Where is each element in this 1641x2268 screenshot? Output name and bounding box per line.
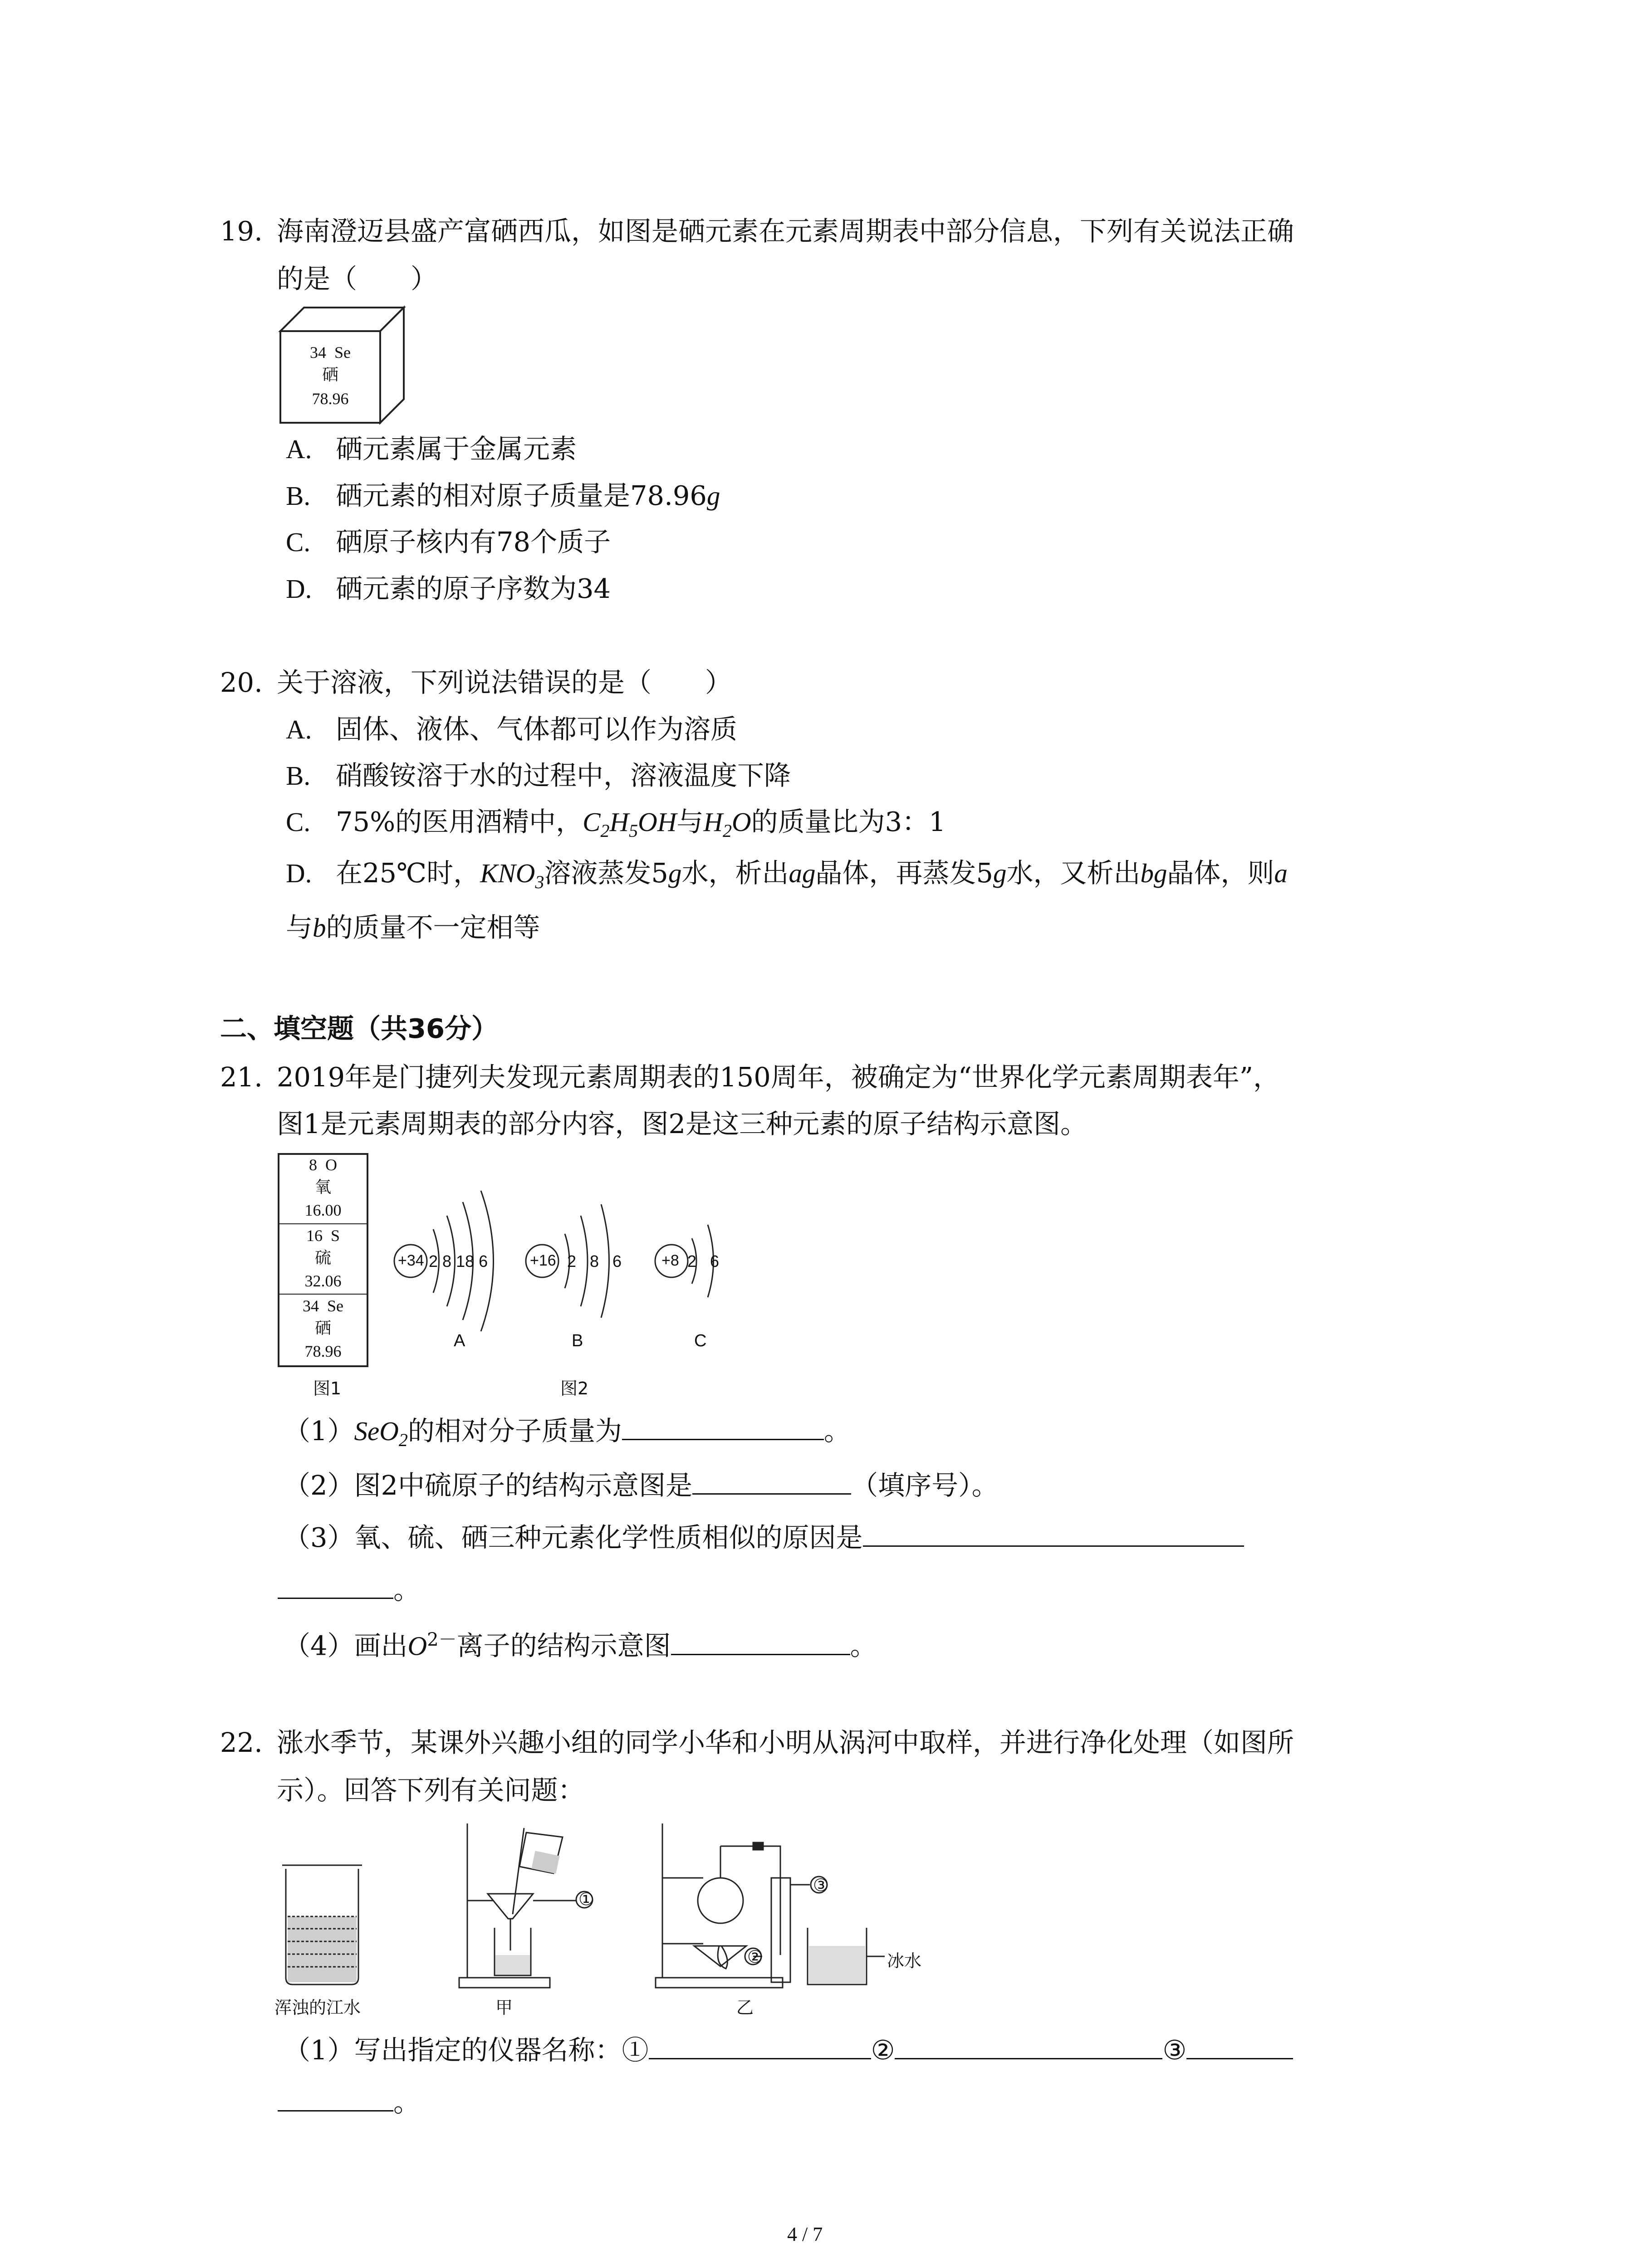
jia-caption: 甲 (495, 1998, 513, 2018)
q22-number: 22. (220, 1727, 263, 1758)
sulfur-cell-mass: 32.06 (304, 1272, 342, 1290)
q22-sub1-line2 (278, 2082, 420, 2121)
q20-option-a (286, 711, 737, 748)
oxygen-cell-top: 8 O (309, 1156, 337, 1174)
atom-b-nucleus: +16 (530, 1252, 556, 1269)
end: 。 (393, 2087, 421, 2118)
var-a: a (1274, 858, 1288, 888)
cell-divider (278, 1294, 368, 1295)
formula-h: H (609, 807, 629, 837)
var-bg: bg (1140, 858, 1167, 888)
text: 水，又析出 (1006, 857, 1141, 889)
option-label: D. (286, 574, 312, 604)
fig1-caption: 图1 (313, 1378, 342, 1398)
q21-sub2 (284, 1465, 999, 1504)
text: （2）图2中硫原子的结构示意图是 (284, 1470, 693, 1501)
mark-1: ① (622, 2034, 649, 2066)
var-ag: ag (789, 858, 816, 888)
yi-caption: 乙 (736, 1998, 754, 2018)
q19-option-c (286, 524, 611, 560)
atom-c-nucleus: +8 (661, 1252, 679, 1269)
formula-c: C (583, 807, 601, 837)
end: 。 (823, 1415, 851, 1447)
q19-option-a (286, 431, 577, 467)
section-heading: 二、填空题（共36分） (220, 1013, 499, 1044)
q20-option-b (286, 758, 791, 794)
atom-b-electrons: 2 8 6 (567, 1252, 622, 1271)
q19-cell-name: 硒 (322, 366, 338, 384)
sub-5: 5 (629, 820, 638, 841)
q22-stem-line1: 涨水季节，某课外兴趣小组的同学小华和小明从涡河中取样，并进行净化处理（如图所 (277, 1727, 1294, 1758)
option-text: 硒元素属于金属元素 (336, 433, 577, 464)
muddy-water-caption: 浑浊的江水 (274, 1998, 361, 2018)
text: 晶体，再蒸发5 (815, 857, 994, 889)
option-label: C. (286, 527, 311, 557)
text: 的质量比为3：1 (751, 806, 946, 837)
q22-stem-line2: 示）。回答下列有关问题： (277, 1774, 585, 1806)
text: 的质量不一定相等 (326, 912, 540, 943)
unit-g: g (668, 858, 682, 888)
text: 晶体，则 (1167, 857, 1274, 889)
q21-sub3-line2 (278, 1569, 420, 1608)
answer-blank[interactable] (671, 1626, 850, 1655)
q21-sub1 (284, 1411, 851, 1458)
mark-2: ② (871, 2034, 895, 2066)
unit-g: g (706, 481, 720, 511)
option-label: B. (286, 761, 311, 791)
text: 水，析出 (681, 857, 789, 889)
sub-2b: 2 (722, 820, 732, 841)
q21-sub4 (284, 1622, 877, 1664)
end: 。 (393, 1574, 421, 1605)
atom-a-label: A (454, 1331, 465, 1350)
mark-3: ③ (1162, 2034, 1187, 2066)
fig2-caption: 图2 (560, 1378, 589, 1398)
q19-cell-mass: 78.96 (312, 390, 349, 408)
answer-blank-1[interactable] (649, 2030, 871, 2059)
option-label: A. (286, 434, 312, 464)
option-text: 硒原子核内有78个质子 (336, 526, 611, 557)
circle-label-3: ③ (813, 1876, 829, 1895)
q20-stem: 关于溶液，下列说法错误的是（ ） (277, 667, 732, 698)
water-purification-figure (272, 1810, 916, 2009)
atom-a-electrons: 2 8 18 6 (429, 1252, 488, 1271)
sulfur-cell-name: 硫 (314, 1249, 331, 1267)
answer-blank[interactable] (863, 1517, 1244, 1547)
prefix: （4）画出 (284, 1630, 408, 1662)
unit-g: g (993, 858, 1007, 888)
answer-blank-3[interactable] (1186, 2030, 1293, 2059)
text: 75%的医用酒精中， (336, 806, 583, 837)
q21-sub3 (284, 1517, 1244, 1556)
var-b: b (313, 913, 326, 943)
circle-label-2: ② (747, 1948, 763, 1967)
atom-c-label: C (694, 1331, 707, 1350)
text: 溶液蒸发5 (544, 857, 668, 889)
oxygen-cell-mass: 16.00 (304, 1201, 342, 1219)
sub-3: 3 (535, 871, 544, 892)
ice-water-label: 冰水 (887, 1951, 922, 1971)
q19-stem-line1: 海南澄迈县盛产富硒西瓜，如图是硒元素在元素周期表中部分信息，下列有关说法正确 (277, 215, 1294, 247)
formula-seo: SeO (354, 1416, 399, 1446)
q21-stem-line1: 2019年是门捷列夫发现元素周期表的150周年，被确定为“世界化学元素周期表年”， (277, 1061, 1280, 1093)
q22-sub1 (284, 2030, 1293, 2068)
answer-blank[interactable] (692, 1465, 851, 1495)
answer-blank[interactable] (278, 1569, 393, 1599)
cell-divider (278, 1223, 368, 1225)
atom-a-nucleus: +34 (398, 1252, 424, 1269)
atom-c-electrons: 2 6 (687, 1252, 720, 1271)
sulfur-cell-top: 16 S (306, 1227, 340, 1245)
text: （3）氧、硫、硒三种元素化学性质相似的原因是 (284, 1522, 863, 1553)
option-text: 硝酸铵溶于水的过程中，溶液温度下降 (336, 760, 791, 791)
answer-blank[interactable] (622, 1411, 824, 1440)
text: （1）写出指定的仪器名称： (284, 2034, 622, 2066)
ion-charge: 2－ (427, 1629, 457, 1650)
q20-option-c (286, 804, 946, 849)
selenium-cell-mass: 78.96 (304, 1342, 342, 1360)
circle-label-1: ① (578, 1890, 594, 1909)
q20-option-d (286, 855, 1288, 900)
sub-2: 2 (398, 1429, 408, 1450)
prefix: （1） (284, 1415, 354, 1447)
q19-option-b (286, 478, 720, 514)
text: 与 (676, 806, 704, 837)
atom-b-label: B (572, 1331, 583, 1350)
formula-h2: H (703, 807, 723, 837)
q19-cell-top: 34 Se (310, 343, 351, 362)
option-text: 固体、液体、气体都可以作为溶质 (336, 714, 738, 745)
filtration-setup (459, 1823, 593, 1988)
ion-o: O (407, 1631, 427, 1661)
text: 的相对分子质量为 (407, 1415, 622, 1447)
text: 离子的结构示意图 (456, 1630, 671, 1662)
option-text: 硒元素的相对原子质量是78.96 (336, 480, 707, 511)
muddy-water-beaker (282, 1865, 362, 1984)
formula-kno: KNO (480, 858, 535, 888)
q20-number: 20. (220, 667, 263, 698)
option-label: D. (286, 858, 312, 888)
oxygen-cell-name: 氧 (314, 1178, 331, 1197)
page-number: 4 / 7 (787, 2223, 823, 2245)
option-text: 硒元素的原子序数为34 (336, 573, 611, 604)
option-label: C. (286, 807, 311, 837)
q21-stem-line2: 图1是元素周期表的部分内容，图2是这三种元素的原子结构示意图。 (277, 1108, 1087, 1139)
end: 。 (850, 1630, 877, 1662)
text: 在25℃时， (336, 857, 480, 889)
option-label: B. (286, 481, 311, 511)
q20-option-d-line2 (286, 909, 540, 946)
formula-o: O (731, 807, 751, 837)
selenium-cell-name: 硒 (314, 1319, 331, 1338)
q19-option-d (286, 571, 611, 607)
q21-number: 21. (220, 1061, 263, 1093)
q19-number: 19. (220, 215, 263, 247)
sub-2: 2 (600, 820, 610, 841)
end: （填序号）。 (851, 1470, 999, 1501)
formula-oh: OH (638, 807, 677, 837)
option-label: A. (286, 714, 312, 744)
answer-blank-3-cont[interactable] (278, 2082, 393, 2112)
selenium-cell-top: 34 Se (303, 1297, 343, 1315)
distillation-setup (656, 1823, 885, 1988)
text: 与 (286, 912, 313, 943)
answer-blank-2[interactable] (895, 2030, 1162, 2059)
q19-stem-line2: 的是（ ） (277, 263, 438, 294)
